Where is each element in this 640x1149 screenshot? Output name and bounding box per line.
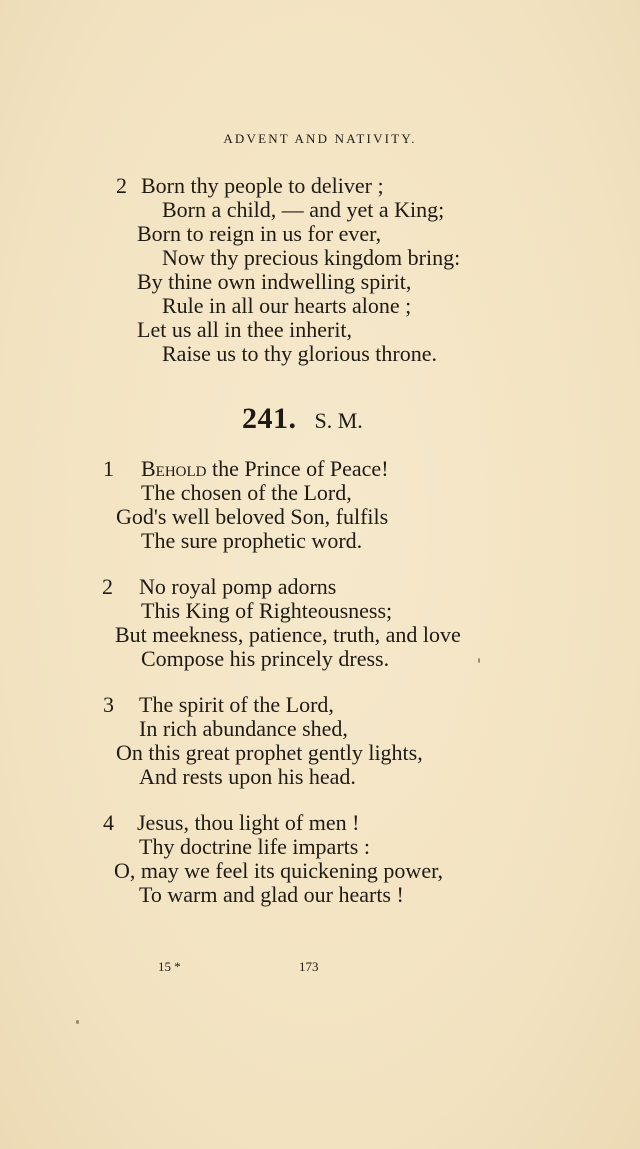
page-number: 173 [299,959,319,974]
verse-line: O, may we feel its quickening power, [114,858,444,883]
hymn-meter: S. M. [314,408,363,433]
stanza-number: 1 [103,456,114,481]
verse-line: God's well beloved Son, fulfils [116,504,389,529]
verse-line [141,457,389,481]
verse-line: In rich abundance shed, [139,716,348,741]
verse-line: And rests upon his head. [139,764,356,789]
verse-line: Let us all in thee inherit, [137,317,353,342]
running-head: ADVENT AND NATIVITY. [223,131,417,146]
paper-speck [76,1020,79,1024]
verse-line: Raise us to thy glorious throne. [162,341,437,366]
stanza-number: 4 [103,810,114,835]
verse-line: Now thy precious kingdom bring: [162,245,461,270]
verse-line: This King of Righteousness; [141,598,393,623]
verse-line: Thy doctrine life imparts : [139,834,370,859]
verse-line: Jesus, thou light of men ! [137,810,360,835]
paper-speck [478,658,480,663]
hymn-heading [242,404,363,436]
first-word: Behold [141,456,207,481]
first-line-rest: the Prince of Peace! [206,456,389,481]
verse-line: By thine own indwelling spirit, [137,269,412,294]
verse-line: Born to reign in us for ever, [137,221,382,246]
verse-line: The sure prophetic word. [141,528,363,553]
stanza-number: 3 [103,692,114,717]
verse-line: To warm and glad our hearts ! [139,882,404,907]
verse-line: Born thy people to deliver ; [141,173,384,198]
signature-mark: 15 * [158,959,181,974]
verse-line: On this great prophet gently lights, [116,740,423,765]
verse-line: Born a child, — and yet a King; [162,197,445,222]
stanza-number: 2 [116,173,127,198]
verse-line: But meekness, patience, truth, and love [115,622,461,647]
hymn-number: 241. [242,402,297,435]
stanza-number: 2 [102,574,113,599]
verse-line: The spirit of the Lord, [139,692,334,717]
verse-line: The chosen of the Lord, [141,480,352,505]
verse-line: Rule in all our hearts alone ; [162,293,412,318]
verse-line: No royal pomp adorns [139,574,337,599]
verse-line: Compose his princely dress. [141,646,390,671]
